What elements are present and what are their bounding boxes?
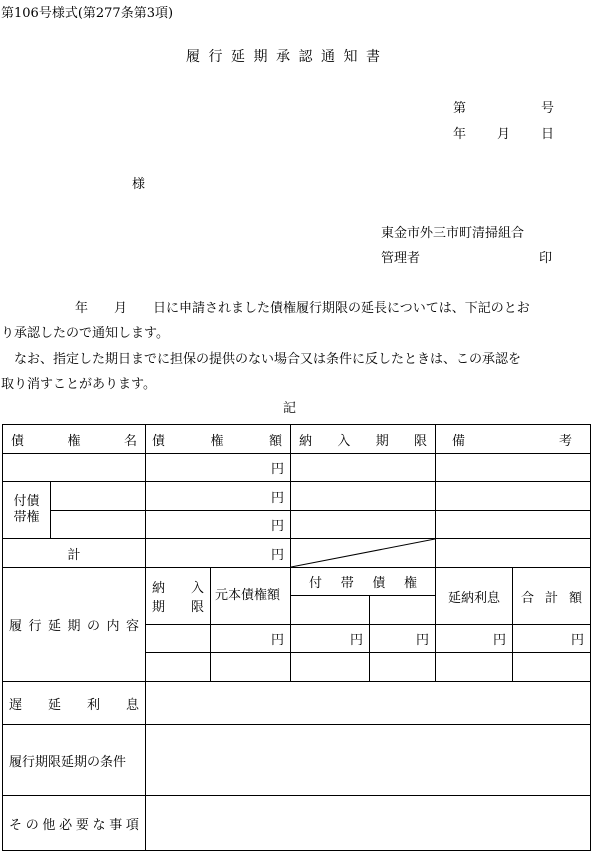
attached-claim-label-cell [3, 482, 51, 539]
sub-header-late-interest-label: 延納利息 [448, 590, 501, 606]
attached-due-date-cell-1 [291, 482, 436, 511]
sub-header-principal [211, 568, 291, 625]
header-claim-name [3, 425, 146, 454]
yen-unit: 円 [271, 547, 285, 563]
other-matters-label: そ の 他 必 要 な 事 項 [9, 817, 139, 833]
late-interest-label-cell [3, 682, 146, 725]
yen-unit: 円 [271, 519, 285, 534]
attached-remarks-cell-1 [436, 482, 591, 511]
diagonal-line [291, 539, 435, 567]
sub-header-attached-claim-label: 付 帯 債 権 [309, 576, 418, 591]
header-remarks [436, 425, 591, 454]
content-label-cell [3, 568, 146, 682]
yen-unit: 円 [271, 490, 285, 506]
ki-mark: 記 [283, 401, 297, 416]
number-prefix: 第 [453, 101, 467, 116]
sub-header-sum-label: 合 計 額 [521, 590, 583, 606]
body-paragraph-2-line-2: 取り消すことがあります。 [1, 377, 156, 392]
header-claim-amount [146, 425, 291, 454]
sub-header-due-date-line-1: 納 入 [152, 581, 205, 596]
yen-unit: 円 [271, 462, 285, 477]
other-matters-label-cell [3, 796, 146, 851]
header-due-date [291, 425, 436, 454]
yen-unit: 円 [416, 633, 430, 648]
seal-mark: 印 [539, 251, 553, 266]
attached-claim-amount-cell-2 [146, 511, 291, 539]
attached-claim-name-cell-2 [51, 511, 146, 539]
date-day: 日 [541, 127, 555, 142]
content-principal-cell-2 [211, 653, 291, 682]
claim-amount-cell [146, 454, 291, 482]
application-table [2, 424, 591, 851]
total-due-date-cell [291, 539, 436, 568]
header-remarks-label: 備 考 [452, 433, 573, 449]
issuer-organization: 東金市外三市町清掃組合 [381, 226, 525, 241]
extension-conditions-value-cell [146, 725, 591, 796]
attached-claim-sub-cell-1 [291, 596, 370, 625]
due-date-cell [291, 454, 436, 482]
attached-remarks-cell-2 [436, 511, 591, 539]
late-interest-value-cell [146, 682, 591, 725]
remarks-cell [436, 454, 591, 482]
content-principal-cell-1 [211, 625, 291, 653]
yen-unit: 円 [493, 633, 507, 648]
content-due-date-cell-1 [146, 625, 211, 653]
header-claim-name-label: 債 権 名 [11, 433, 138, 449]
sub-header-principal-label: 元本債権額 [215, 588, 281, 603]
content-label: 履 行 延 期 の 内 容 [9, 619, 140, 634]
content-sum-cell-2 [513, 653, 591, 682]
extension-conditions-label: 履行期限延期の条件 [9, 754, 127, 770]
extension-conditions-label-cell [3, 725, 146, 796]
sub-header-attached-claim [291, 568, 436, 596]
sub-header-due-date-line-2: 期 限 [152, 600, 205, 615]
content-attached-cell-2a [291, 653, 370, 682]
content-late-interest-cell-1 [436, 625, 513, 653]
content-attached-cell-1b [370, 625, 436, 653]
other-matters-value-cell [146, 796, 591, 851]
header-due-date-label: 納 入 期 限 [299, 433, 428, 449]
header-claim-amount-label: 債 権 額 [152, 433, 283, 449]
content-attached-cell-1a [291, 625, 370, 653]
content-due-date-cell-2 [146, 653, 211, 682]
attached-claim-label: 付債帯権 [13, 494, 40, 525]
late-interest-label: 遅 延 利 息 [9, 697, 140, 713]
form-number: 第106号様式(第277条第3項) [1, 6, 174, 21]
total-remarks-cell [436, 539, 591, 568]
yen-unit: 円 [350, 633, 364, 648]
attached-claim-name-cell-1 [51, 482, 146, 511]
page-title: 履行延期承認通知書 [186, 49, 389, 65]
date-year: 年 [453, 127, 467, 142]
sub-header-late-interest [436, 568, 513, 625]
body-paragraph-1-line-2: り承認したので通知します。 [1, 326, 169, 341]
sub-header-due-date [146, 568, 211, 625]
attached-claim-sub-cell-2 [370, 596, 436, 625]
attached-claim-amount-cell-1 [146, 482, 291, 511]
total-amount-cell [146, 539, 291, 568]
yen-unit: 円 [571, 633, 585, 648]
issuer-role: 管理者 [381, 251, 421, 266]
total-label-cell [3, 539, 146, 568]
claim-name-cell [3, 454, 146, 482]
total-label: 計 [67, 547, 81, 563]
body-paragraph-1-line-1: 年 月 日に申請されました債権履行期限の延長については、下記のとお [75, 301, 530, 316]
addressee-suffix: 様 [132, 177, 146, 192]
number-suffix: 号 [541, 101, 555, 116]
content-attached-cell-2b [370, 653, 436, 682]
content-late-interest-cell-2 [436, 653, 513, 682]
body-paragraph-2-line-1: なお、指定した期日までに担保の提供のない場合又は条件に反したときは、この承認を [14, 352, 522, 367]
attached-due-date-cell-2 [291, 511, 436, 539]
yen-unit: 円 [271, 633, 285, 648]
content-sum-cell-1 [513, 625, 591, 653]
sub-header-sum [513, 568, 591, 625]
date-month: 月 [497, 127, 511, 142]
